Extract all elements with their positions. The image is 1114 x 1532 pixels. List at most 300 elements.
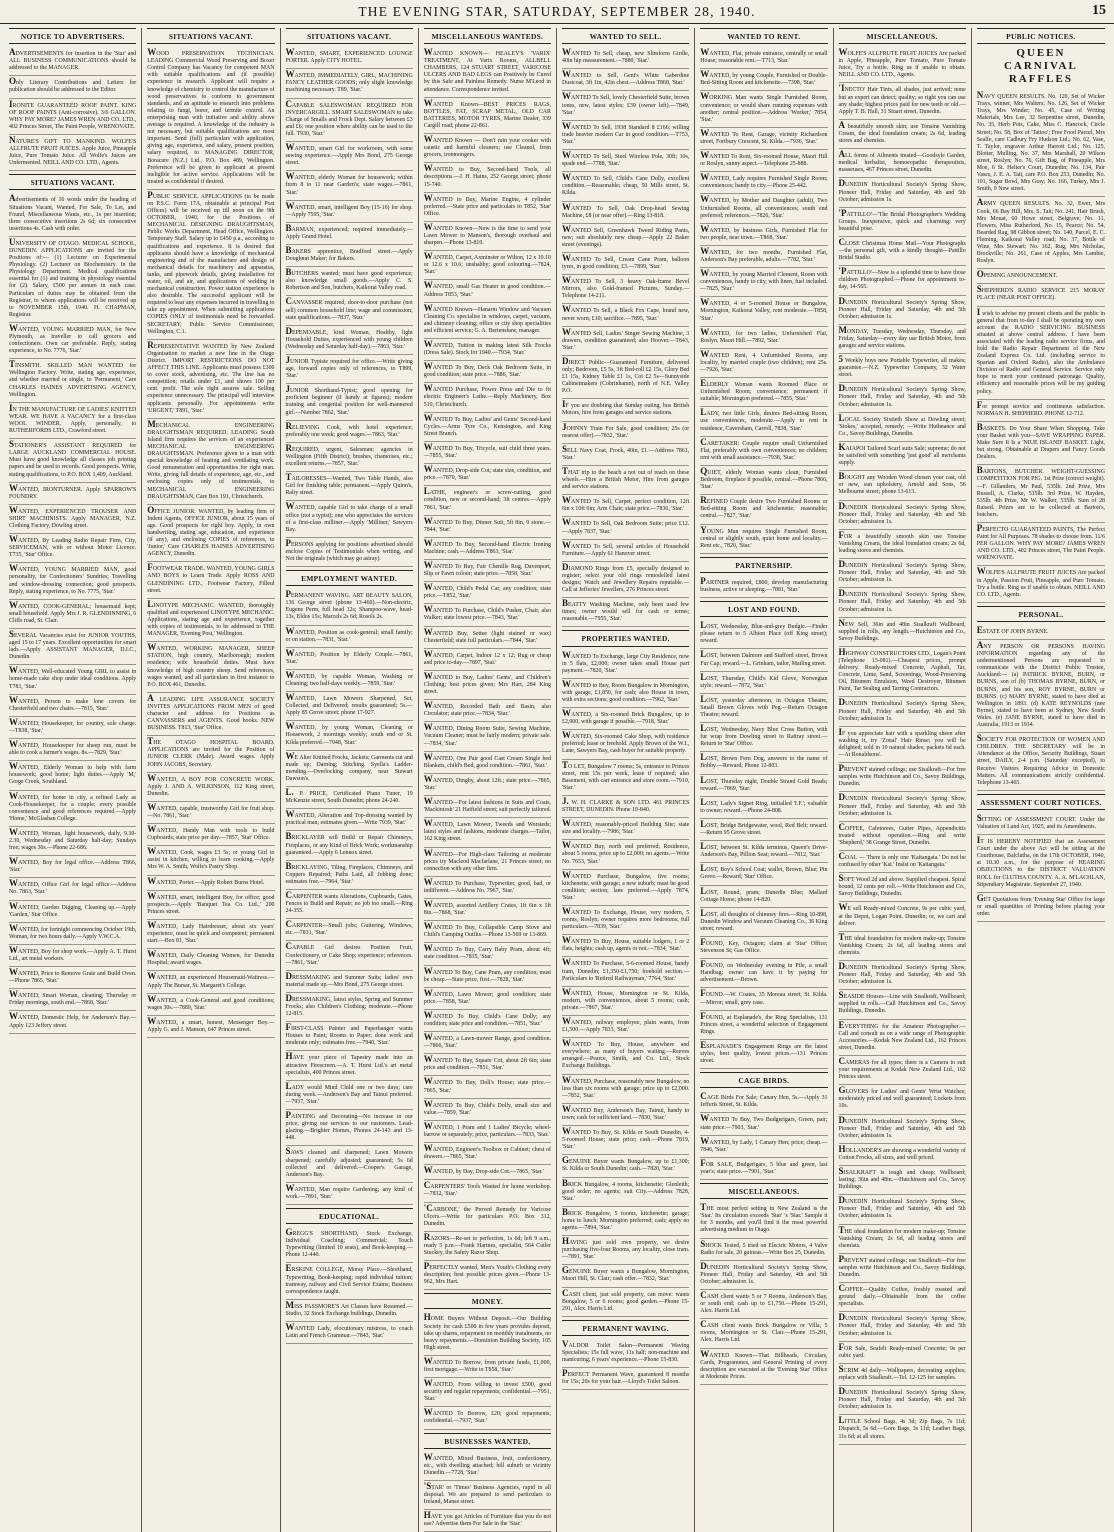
- classified-ad: OPENING ANNOUNCEMENT.: [977, 269, 1105, 284]
- classified-ad: WANTED Lady, elocutionary mistress, to coach Latin and French Grammar.—7843, 'Star.': [286, 1322, 413, 1344]
- classified-ad: DEPENDABLE, kind Woman, Healthy, light Household Duties, experienced with young children (Wednesday and Saturday half-day).—7863, 'Star.': [286, 326, 413, 355]
- classified-ad: WANTED, a Lawn-mower Range, good condition.—7866, 'Star.': [424, 1032, 551, 1054]
- classified-ad: SOCIETY FOR PROTECTION OF WOMEN AND CHILDREN. THE SECRETARY will be in Attendance at the Office, Security Buildings, Stuart street, DAILY, 2-4 p.m. (Saturday excepted), to Receive Visitors Requiring Advice in Domestic Matters. All communications strictly confidential. Telephone 13-465.: [977, 733, 1105, 791]
- classified-ad: WANTED To Sell, 1938 Standard 8 £166; willing trade heavier modern Car in good condition.—T753, 'Star.': [562, 121, 689, 150]
- classified-ad: BAKERS apprentice, Bradford street.—Apply Doughnut Maker; for Bakers.: [286, 245, 413, 267]
- classified-ad: GENUINE Buyer wants Bungalow, up to £1,300; St. Kilda or South Dunedin; cash.—7820, 'Star.': [562, 1155, 689, 1177]
- classified-ad: For prompt service and continuous satisfaction. NORMAN H. SHEPHERD. PHONE 12-712.: [977, 400, 1105, 422]
- classified-ad: DUNEDIN Horticultural Society's Spring Show, Pioneer Hall, Friday and Saturday, 4th and 5th October; admission 1s.: [839, 1115, 966, 1144]
- classified-ad: WANTED, 1 Pram and 1 Ladies' Bicycle; wheel-barrow or separately; price, particulars.—7833, 'Star.': [424, 1121, 551, 1143]
- classified-ad: CARPENTER wants Alterations, Cupboards, Gates, Fences to Build and Repair; no job too small.—Ring 24-355.: [286, 890, 413, 919]
- classified-ad: WOLFE'S ALLFRUTE FRUIT JUICES Are packed in Apple, Passion Fruit, Pineapple, and Pure Tomato. Try a bottle. Ring us if unable to obtain. NEILL AND CO. LTD., Agents.: [977, 566, 1105, 602]
- classified-ad: TINSMITH. SKILLED MAN WANTED for Wellington Factory. Write, stating age, experience, and whether married or single, to 'Permanent,' Care CHARLES HAINES ADVERTISING AGENCY, Wellington.: [9, 359, 136, 402]
- newspaper-title: THE EVENING STAR, SATURDAY, SEPTEMBER 28, 1940.: [358, 4, 756, 19]
- classified-ad: THAT trip to the beach a not out of reach on these wheels.—Hire a British Motor, Hire from garages and service stations.: [562, 466, 689, 495]
- classified-ad: WANTED, by young Woman, Cleaning or Housework, 2 mornings weekly; south end or St. Kilda preferred.—7948, 'Star.': [286, 721, 413, 750]
- classified-ad: WANTED, Handy Man with tools to build Cupboards; state price per day.—7857, 'Star' Office.: [147, 824, 274, 846]
- classified-ad: LOST, Thursday, Child's Kid Glove, Norwegian style; reward.—7872, 'Star.': [700, 672, 827, 694]
- section-heading: ASSESSMENT COURT NOTICES.: [977, 794, 1105, 810]
- classified-ad: LOST, between St. Kilda terminus, Queen's Drive-Anderson's Bay, Pillion Seat; reward.—7812, 'Star.': [700, 841, 827, 863]
- classified-ad: SELL Navy Coat, Frock, 40in, £1.—Address 7861, 'Star.': [562, 444, 689, 466]
- column-2: [142, 28, 280, 1532]
- classified-ad: WANTED, railway employee, plain wants, from £1,500.—Apply 7833, 'Star.': [562, 1016, 689, 1038]
- classified-ad: WANTED, Person to make lone covers for Chesterfield and two chairs.—7815, 'Star.': [9, 695, 136, 717]
- classified-ad: RAZORS—Re-set to perfection, 1s 6d; left 9 a.m., ready 5 p.m.—Frank Hartnes, specialist, 564 Cutler Stuckey, the Safety Razor Shop.: [424, 1232, 551, 1261]
- classified-ad: WANTED, Garden Digging, Cleaning up.—Apply 'Garden,' Star Office.: [9, 901, 136, 923]
- section-heading: WANTED TO RENT.: [700, 28, 827, 44]
- classified-ad: WANTED Known — Don't ruin your cooker with caustic and harmful cleaners; use Cleanol, from grocers, ironmongers.: [424, 134, 551, 163]
- classified-ad: WANTED, smart, intelligent Boy (15-16) for shop.—Apply 7595, 'Star.': [286, 201, 413, 223]
- section-heading: MISCELLANEOUS.: [839, 28, 966, 44]
- classified-ad: BRICKLAYING, Tiling, Fireplaces, Chimneys, and Coppers Repaired; Paths Laid, all Jobbing done; estimates free.—7964, 'Star.': [286, 861, 413, 890]
- classified-ad: WOLFE'S ALLFRUTE FRUIT JUICES Are packed in Apple, Pineapple, Pure Tomato, Pure Tomato Juice, Try a bottle. Ring us if unable to obtain. NEILL AND CO. LTD., Agents.: [839, 47, 966, 83]
- classified-ad: WANTED To Buy, Cane Pram, any condition; must be cheap.—State price, first.—7828, 'Star.': [424, 966, 551, 988]
- classified-ad: BUTCHERS wanted; must have good experience; also knowledge small goods.—Apply C. S. Robertson and Son, butchers, Kaikorai Valley road.: [286, 267, 413, 296]
- classified-ad: WANTED To Buy, Deck Oak Bedroom Suite, in good condition; state price.—7886, 'Star.': [424, 361, 551, 383]
- classified-ad: WANTED, Drop-side Cot; state size, condition, and price.—7870, 'Star.': [424, 464, 551, 486]
- classified-ad: JUNIOR Shorthand-Typist; good opening for proficient beginner (if handy at figures); modern training and congenial position for well-mannered girl.—Number 7862, 'Star.': [286, 384, 413, 420]
- classified-ad: WANTED, YOUNG MARRIED MAN, for New Plymouth, as traveller to call grocers and confectioners. Own car preferable. Reply, stating experience, to No. 7776, 'Star.': [9, 323, 136, 359]
- classified-ad: WANTED, House, Mornington or St. Kilda, modern, with conveniences, about 5 rooms; cash; private.—7867, 'Star.': [562, 987, 689, 1016]
- classified-ad: WANTED, Man require Gardening; any kind of work.—7891, 'Star.': [286, 1183, 413, 1205]
- classified-ad: MECHANICAL ENGINEERING DRAUGHTSMAN REQUIRED. LEADING South Island firm requires the services of an experienced MECHANICAL ENGINEERING DRAUGHTSMAN. Preference given to a man with special knowledge of heating and ventilating work. Good remuneration and opportunities for right man. Write, giving full details of experience, age, etc., and enclosing copies only of testimonials, to MECHANICAL ENGINEERING DRAUGHTSMAN, Care Box 191, Christchurch.: [147, 419, 274, 505]
- classified-ad: WANTED, Tuition in making latest Silk Frocks (Dress Sale). Stock for 1940.—7934, 'Star.': [424, 339, 551, 361]
- classified-ad: WANTED Buy, Settee (light stained or wax) Chesterfield; state full particulars.—7844, 'Star.': [424, 627, 551, 649]
- classified-ad: CASH client wants 5 or 7 Rooms, Anderson's Bay, or south end; cash up to £1,750.—Phone 15-291, Alex. Harris Ltd.: [700, 1290, 827, 1319]
- classified-ad: TAILORESSES—Wanted, Two Table Hands, also Girl for finishing table; permanent.—Apply Quinn's, Ralty street.: [286, 472, 413, 501]
- column-1: [4, 28, 142, 1532]
- classified-ad: DUNEDIN Horticultural Society's Spring Show, Pioneer Hall, Friday and Saturday, 4th and 5th October; admission 1s.: [839, 296, 966, 325]
- classified-ad: WANTED, elderly Woman for housework; within from 8 to 11 near Garden's; state wages.—7861, 'Star.': [286, 171, 413, 200]
- classified-ad: BOUGHT any Wooden Wood chosen your cast, old or new, sun upholstery, Arnold and Sons, 56 Melbourne street; phone 13-613.: [839, 471, 966, 500]
- classified-ad: WANTED, for fortnight commencing October 19th, Woman, for two hours daily.—Apply V.W.C.A.: [9, 923, 136, 945]
- classified-ad: A LEADING LIFE ASSURANCE SOCIETY INVITES APPLICATIONS FROM MEN of good character and address for Positions as CANVASSERS and AGENTS. Good books. NEW BUSINESS. T813, 'Star' Office.: [147, 693, 274, 736]
- classified-ad: WANTED To Buy, Ladies' and Gents' Second-hand Cycles.—Arms Tyre Co., Kensington, and King Street Branch.: [424, 413, 551, 442]
- classified-ad: WANTED to Buy, Second-hand Tools, all descriptions.—J. H. Hains, 252 George street; phone 15-740.: [424, 163, 551, 192]
- classified-ad: JUNIOR Typiste required for office.—Write giving age, forward copies only of references, to T899, 'Star.': [286, 355, 413, 384]
- classified-ad: MONDAY, Tuesday, Wednesday, Thursday, and Friday, Saturday—every day use British Motor, from garages and service stations.: [839, 325, 966, 354]
- classified-ad: WANTED To Buy, House, anywhere and everywhere; as many of buyers waiting.—Reeves arranged.—Pearce, Smith, and Co. Ltd., Stock Exchange Buildings.: [562, 1038, 689, 1074]
- classified-ad: WANTED to Sell, Gent's White Gaberdine Dustcoat, 3ft 1in, 42in chest.—Address T868, 'Star.': [562, 69, 689, 91]
- classified-ad: NAVY QUEEN RESULTS. No. 120, Set of Wicker Trays, winner, Mrs Walters; No. 126, Set of Wicker Trays, Mrs Winder; No. 45, Case of Writing Materials, Mrs Lee, 32 Serpentine street, Dunedin, No. 35, Herb Pots, Cake, Miss C. Hancock, Circle Street; No. 58, Box of 'Tattoo'; Free Food Parcel, Mrs Sealfe, care Cadbury Fry Hudson Ltd.; No. 62, Vase, T. Taylor, engraver Arthur Harrott Ltd.; No. 125, Blotter, Mulling, No. 37, Mrs Marshall, 20 Wilson street, Roslyn; No. 76, Gift Bag, of Pineapple, Mrs Moe, 6 St. Helier's Court, Dunedin; No. 134, Pair Vases, J. E. A. Tait, care P.O. Box 253, Dunedin; No. 101, Sugar Bowl, Mrs Gray; No. 166, Turkey, Mrs J. Smith, 9 New street.: [977, 90, 1105, 197]
- classified-ad: WANTED To Sell, 3 heavy Oak-frame Bevel Mirrors, also Gold-framed Pictures, Sunday.—Telephone 14-211.: [562, 275, 689, 304]
- classified-ad: WANTED, for home in city, a refined Lady as Cook-Housekeeper, for a couple; every possible convenience and good references required.—Apply 'Home,' McGlashan College.: [9, 791, 136, 827]
- classified-ad: WANTED To Rent, Garage, vicinity Richardson street, Fortbury Crescent, St. Kilda.—7936, 'Star.': [700, 128, 827, 150]
- section-heading: NOTICE TO ADVERTISERS.: [9, 28, 136, 44]
- classified-ad: WANTED, Domestic Help, for Anderson's Bay.—Apply 123 Jeffery street.: [9, 1011, 136, 1033]
- classified-ad: SOFT Wood 2d and above. Supplied cheapest. Spiral bound, 12 cents per roll.—Write Hutchinson and Co., Savoy Buildings, Dunedin.: [839, 873, 966, 902]
- classified-ad: CANVASSER required, door-to-door purchase (not sell) common household line; wage and commission; state qualifications.—7837, 'Star.': [286, 296, 413, 325]
- classified-ad: COFFEE—Quality Coffee, freshly roasted and ground daily.—Obtainable from the coffee specialists.: [839, 1283, 966, 1312]
- classified-ad: OFFICE JUNIOR. WANTED, by leading firm of Indent Agents, OFFICE JUNIOR, about 15 years of age. Good prospects for right boy. Apply, in own handwriting, stating age, education, and experience (if any), and enclosing COPIES of references, to 'Junior,' Care CHARLES HAINES ADVERTISING AGENCY, Dunedin.: [147, 505, 274, 563]
- classified-ad: WANTED, assorted Artillery Crates, 1ft 6in x 1ft 8in.—7868, 'Star.': [424, 899, 551, 921]
- classified-ad: FOUND.—W. Coates, 35 Moreau street, St. Kilda.—Mirror; small, grey case.: [700, 988, 827, 1010]
- classified-ad: WANTED, A BOY FOR CONCRETE WORK. Apply J. AND A. WILKINSON, 112 King street, Dunedin.: [147, 773, 274, 802]
- classified-ad: FOUND, Key, Octagon; claim at 'Star' Office; Stevenson St; Gas Office.: [700, 937, 827, 959]
- classified-ad: HOME Buyers Without Deposit.—Our Building Society for cash £500 in few years provides deposit, take up shares, repayment on monthly instalments, no heavy repayments.—Dominion Building Society, 105 High street.: [424, 1312, 551, 1355]
- section-heading: LOST AND FOUND.: [700, 601, 827, 617]
- classified-ad: WANTED, Housekeeper, for country, sole charge.—T838, 'Star.': [9, 717, 136, 739]
- classified-ad: WANTED, for two ladies, Unfurnished Flat, Roslyn, Maori Hill.—7892, 'Star.': [700, 327, 827, 349]
- classified-ad: IN THE MANUFACTURE OF LADIES' KNITTED WEAR. WE HAVE A VACANCY for a first-class WOOL WINDER. Apply, personally, to RUTHERFORDS LTD., Crawford street.: [9, 403, 136, 439]
- classified-ad: WANTED, by Lady, 1 Canary Hen; price; cheap.—7846, 'Star.': [700, 1136, 827, 1158]
- classified-ad: ALL forms of Ailments treated—Goodsyle Garden, medical herbalist, homoeopathic therapeutists, masseuses, 467 Princes street, Dunedin.: [839, 149, 966, 178]
- classified-ad: WANTED To Buy, Carry Baby Pram, about 4ft; state condition.—7835, 'Star.': [424, 943, 551, 965]
- classified-ad: LOST, Boy's School Coat; wallet, Brown, Blue; Pin Grove.—Reward; 'Star' Office.: [700, 863, 827, 885]
- classified-ad: LOST, Wednesday, Navy Blue Cross Button, with fur wrap from Dowling street to Rattray street.—Return to 'Star' Office.: [700, 723, 827, 752]
- carnival-banner-middle: CARNIVAL: [1003, 60, 1078, 73]
- classified-ad: LATHE, engineer's or screw-cutting, good condition, new or second-hand; 3ft centres.—Apply 7861, 'Star.': [424, 486, 551, 515]
- classified-ad: CARPENTER—Small jobs; Guttering, Windows, etc.—7831, 'Star.': [286, 919, 413, 941]
- section-heading: CAGE BIRDS.: [700, 1072, 827, 1088]
- column-6: [695, 28, 833, 1532]
- classified-ad: DUNEDIN Horticultural Society's Spring Show, Pioneer Hall, Friday and Saturday, 4th and 5th October; admission 1s.: [700, 1261, 827, 1290]
- classified-ad: WANTED Buy, Anderson's Bay, Tainui, handy to town; cash for sufficient land.—7830, 'Star.': [562, 1104, 689, 1126]
- classified-ad: WANTED, WORKING MANAGER, SHEEP STATION, high country, Marlborough; modern residence; wife household duties. Must have knowledge of high country sheep. Send references, wages wanted, and all particulars in first instance to P.O. BOX 461, Dunedin.: [147, 642, 274, 693]
- classified-ad: 'STAR' or 'Times' Business Agencies, rapid in all disposal. We are prepared to send particulars to Ireland, Manse street.: [424, 1481, 551, 1510]
- classified-ad: WANTED, Cook, wages £3 5s; or young Girl to assist in kitchen, willing to learn cooking.—Apply Mrs W. A. Smith, Wolfe's Pastry Shop.: [147, 846, 274, 875]
- classified-ad: NEW Sell, 36in and 48in Sisalkraft Wallboard, supplied in rolls, any length.—Hutchinson and Co., Savoy Buildings.: [839, 618, 966, 647]
- section-heading: SITUATIONS VACANT.: [9, 174, 136, 190]
- classified-ad: BARMAN, experienced; required immediately.—Apply Grand Hotel.: [286, 223, 413, 245]
- classified-ad: WANTED—For High-class Tailoring at moderate prices try Macleod Macfarlane, 21 Princes street; no connection with any other firm.: [424, 848, 551, 877]
- section-heading: EDUCATIONAL.: [286, 1208, 413, 1224]
- classified-ad: LOST, Wednesday, Blue-and-grey Budgie.—Finder please return to 5 Albion Place (off King street); reward.: [700, 620, 827, 649]
- classified-ad: WANTED, an experienced Housemaid-Waitress.—Apply The Bursar, St. Margaret's College.: [147, 971, 274, 993]
- classified-ad: WANTED To Sell, lovely Chesterfield Suite, brown tones, new, latest styles; £39 (owner left).—7849, 'Star.': [562, 91, 689, 120]
- classified-ad: WANTED, Dinghy, about 12ft.; state price.—7865, 'Star.': [424, 774, 551, 796]
- classified-ad: LOST, yesterday afternoon, in Octagon Theatre, Small Brown Gloves with Peg.—Return Octagon Theatre; reward.: [700, 694, 827, 723]
- classified-ad: BEATTY Washing Machine, only been used few times; owner would sell for cash or terms; reasonable.—7955, 'Star.': [562, 598, 689, 627]
- classified-ad: WANTED To Buy, Tricycle, suit child three years.—7855, 'Star.': [424, 442, 551, 464]
- classified-ad: WANTED To Sell, Carpet, perfect condition, 12ft 6in x 10ft 6in; Arm Chair; state price.—7836, 'Star.': [562, 495, 689, 517]
- classified-ad: WANTED, by young Couple, Furnished or Double-Bed-Sitting Room and kitchenette.—7398, 'Star.': [700, 69, 827, 91]
- classified-ad: DUNEDIN Horticultural Society's Spring Show, Pioneer Hall, Friday and Saturday, 4th and 5th October; admission 1s.: [839, 1195, 966, 1224]
- section-heading: PROPERTIES WANTED.: [562, 630, 689, 646]
- classified-ad: WANTED, Lady requires Furnished Single Room; conveniences; handy to city.—Phone 25-442.: [700, 172, 827, 194]
- classified-ad: WANTED To Buy, Collapsible Camp Stove and Child's Camping Outfits.—Phone 13-569 or 13-869.: [424, 921, 551, 943]
- classified-ad: CAPABLE SALESWOMAN REQUIRED FOR INVERCARGILL. SMART SALESWOMAN to take Charge of Smalls and Frock Dept. Salary between £3 and £6; one position where ability can be used to the full. T930, 'Star.': [286, 99, 413, 142]
- classified-ad: WANTED, reasonably-priced Building Site; state size and locality.—7986, 'Star.': [562, 818, 689, 840]
- classified-ad: WANTED To Buy, Second-hand Electric Ironing Machine; cash.—Address T863, 'Star.': [424, 538, 551, 560]
- classified-ad: WANTED To Buy, Doll's House; state price.—7865, 'Star.': [424, 1076, 551, 1098]
- classified-ad: FOUND, at Esplanade's, the Ring Specialists, 131 Princes street, a wonderful selection of Engagement Rings.: [700, 1011, 827, 1040]
- classified-ad: SHEPHERD'S RADIO SERVICE 215 MORAY PLACE (NEAR POST OFFICE).: [977, 284, 1105, 306]
- classified-ad: SHOCK Tested, 5 tried on Electric Motors, 4 Valve Radio for sale, 20 guineas.—Write Box 25, Dunedin.: [700, 1239, 827, 1261]
- classified-ad: WANTED to Buy, Marine Engine, 4 cylinder preferred.—State price and particulars to T852, 'Star' Office.: [424, 193, 551, 222]
- classified-ad: DRESSMAKING, latest styles, Spring and Summer Frocks; also Children's Clothing; moderate.—Phone 12-815.: [286, 993, 413, 1022]
- classified-ad: SCRIM 4d daily—Wallpapers, decorating supplies; replace with Sisalkraft.—Tel. 12-125 for samples.: [839, 1364, 966, 1386]
- classified-ad: WANTED, YOUNG MARRIED MAN, good personality, for Confectioners' Sundries; Travelling and window-dressing connection; good prospects. Reply, stating experience, to No. 7775, 'Star.': [9, 563, 136, 599]
- classified-ad: WANTED To Purchase, Child's Pusher, Chair, also Walker; state lowest price.—7843, 'Star.': [424, 604, 551, 626]
- classified-ad: LOST, Bridge Bridgewater, wool, Red Belt; reward.—Return 95 Grove street.: [700, 819, 827, 841]
- classified-ad: LOST, between Dalmore and Stafford street, Brown Fur Cap; reward.—L. Grinham, tailor, Mailing street.: [700, 649, 827, 671]
- classified-ad: WANTED To Sell, Oak Drop-head Sewing Machine, £8 (or near offer).—Ring 13-818.: [562, 202, 689, 224]
- classified-ad: BARTONS, BUTCHER. WEIGHT-GUESSING COMPETITION FOR PIG. 1st Prize (correct weight).—F. Gillanders, Mr Paul, 535lb. 2nd Prize, Mrs Russell, A. Clarke, 535lb. 3rd Prize, W. Hayden, 535lb. 4th Prize, Mr W. Walker, 535lb. Sum of 28 Raised. Prizes are to be collected at Barton's, butchers.: [977, 465, 1105, 523]
- classified-ad: DUNEDIN Horticultural Society's Spring Show, Pioneer Hall, Friday and Saturday, 4th and 5th October; admission 1s.: [839, 178, 966, 207]
- section-heading: MISCELLANEOUS.: [700, 1183, 827, 1199]
- classified-ad: WANTED To Buy, House, suitable lodgers, 1 or 2 flats, heights; cash up, agents or not.—7834, 'Star.': [562, 935, 689, 957]
- classified-ad: WANTED To Sell, Steel Wireless Pole, 30ft; 10s, spade end.—7788, 'Star.': [562, 150, 689, 172]
- classified-ad: WANTED, Purchase, reasonably new Bungalow, no less than six rooms with garage; price up to £2,000.—7832, 'Star.': [562, 1075, 689, 1104]
- classified-ad: WANTED, Elderly Woman to help with farm housework; good home; light duties.—Apply 'M,' Gorge Creek, Southland.: [9, 761, 136, 790]
- classified-ad: WANTED, Recorded Bath and Basin, also Circulator; state price.—7834, 'Star.': [424, 700, 551, 722]
- section-heading: EMPLOYMENT WANTED.: [286, 570, 413, 586]
- classified-ad: WANTED, Office Girl for legal office.—Address No. 7863, 'Star.': [9, 878, 136, 900]
- classified-ad: WANTED, IMMEDIATELY, GIRL, MACHINING FANCY LEATHER GOODS; only slight knowledge machining necessary. T89, 'Star.': [286, 69, 413, 98]
- classified-ad: JOHNNY Train For Sale, good condition; 25s (or nearest offer).—7832, 'Star.': [562, 422, 689, 444]
- classified-ad: 'PATTILLO'—Now is a splendid time to have those children Photographed.—Phone for appointment to-day, 14-565.: [839, 266, 966, 295]
- classified-ad: A beautifully smooth skin; use Tonsine Vanishing Cream, the ideal foundation cream; 2s 6d, leading stores and chemists.: [839, 120, 966, 149]
- classified-ad: WANTED, Lawn Mower; good condition; state price.—7858, 'Star.': [424, 988, 551, 1010]
- classified-ad: PERFECTO GUARANTEED PAINTS, The Perfect Paint for All Purposes. 78 shades to choose from. 11/6 PER GALLON. WHY PAY MORE? JAMES WREN AND CO. LTD., 402 Princes street, The Paint People. WRENOVATE.: [977, 523, 1105, 566]
- classified-ad: WANTED To Sell, cheap, new Slimform Girdle, 40in hip measurement.—7880, 'Star.': [562, 47, 689, 69]
- classified-ad: WANTED To Buy, Child's Cane Dolly; any condition; state price and condition.—7851, 'Star.': [424, 1010, 551, 1032]
- classified-ad: WANTED, a smart, honest, Messenger Boy.—Apply G. and J. Manson, 647 Princes street.: [147, 1016, 274, 1038]
- classified-ad: CAPABLE Girl desires Position Fruit, Confectionery, or Cake Shop; experience; references.—7861, 'Star.': [286, 941, 413, 970]
- classified-ad: GET Quotations from 'Evening Star' Office for large or small quantities of Printing before placing your order.: [977, 893, 1105, 922]
- classified-ad: IT IS HEREBY NOTIFIED that an Assessment Court under the above Act will be sitting at the Courthouse, Balclutha, on the 17th OCTOBER, 1940, at 10.30 a.m., for the purpose of HEARING OBJECTIONS to the DISTRICT VALUATION ROLL for CLUTHA COUNTY. A. A. M'LACHLAN, Stipendiary Magistrate. September 27, 1940.: [977, 835, 1105, 893]
- classified-ad: WANTED Rent, 4 Unfurnished Rooms, any locality, by married couple (two children); rent 25s.—7926, 'Star.': [700, 349, 827, 378]
- classified-ad: DUNEDIN Horticultural Society's Spring Show, Pioneer Hall, Friday and Saturday, 4th and 5th October; admission 1s.: [839, 697, 966, 726]
- classified-ad: WANTED Sell, Ladies' Singer Sewing Machine, 3 drawers, condition guaranteed; also Hoover.—T843, 'Star.': [562, 327, 689, 356]
- classified-ad: WANTED, Flat, private entrance, centrally or small House; reasonable rent.—T713, 'Star.': [700, 47, 827, 69]
- classified-ad: WANTED To Exchange, large City Residence, now in 5 flats, £2,000; owner takes small House part payment.—7820, 'Star.': [562, 650, 689, 679]
- classified-ad: PERFECTLY wanted, Men's Youth's Clothing every description; best possible prices given.—Phone 13-962, Mrs Hart.: [424, 1261, 551, 1290]
- classified-ad: DUNEDIN Horticultural Society's Spring Show, Pioneer Hall, Friday and Saturday, 4th and 5th October; admission 1s.: [839, 559, 966, 588]
- classified-ad: GREGG'S SHORTHAND, Stock Exchange, Individual Coaching; Commercial; Touch Typewriting (limited 10 seats), and Book-keeping.—Phone 12-440.: [286, 1227, 413, 1263]
- classified-ad: PUBLIC SERVICE. APPLICATIONS (to be made on P.S.C. Form 17A, obtainable at principal Post Offices) will be received up till noon on the 9th OCTOBER, 1940, for the Positions of MECHANICAL DESIGNING DRAUGHTSMAN, Public Works Department, Head Office, Wellington. Temporary Staff. Salary up to £450 p.a., according to qualifications and experience. It is desired that applicants should have a knowledge of mechanical engineering and of the manufacture and design of mechanical details for machinery and apparatus, tanks, and pipework details, giving installation for water, oil, and air, and applications of welding in mechanical construction. Power station experience is also desirable. The successful applicant will be required to bear any expenses incurred in travelling to take up appointment. When submitting applications COPIES ONLY of testimonials need be forwarded. SECRETARY, Public Service Commissioner, Wellington, C.1.: [147, 190, 274, 340]
- classified-ad: HIGHWAY CONSTRUCTORS LTD., Logan's Point (Telephone 13-081).—Cheapest prices, prompt delivery. Ready-mixed Concrete, Asphalt, Tar, Concrete, Lime, Sand, Screenings, Wood-Preserving Oil, Bitumen Emulsion, Weed Destroyer, Bitumen Paint, Tar Sealing and Tarring Contractors.: [839, 647, 966, 698]
- classified-ad: BRICK Bungalow, 4 rooms, kitchenette; Glenleith; good order; no agents; suit City.—Address 7828, 'Star.': [562, 1178, 689, 1207]
- classified-ad: WANTED, by Day, Drop-side Cot.—7865, 'Star.': [424, 1165, 551, 1180]
- classified-ad: TO LET, Bungalow 7 rooms; 5s, entrance to Princes street, rent 15s per week, lease if required; also Basement, with cart entrance and store room.—7910, 'Star.': [562, 760, 689, 796]
- classified-ad: THE most perfect setting in New Zealand is the 'Star.' Its circulation exceeds 'Star' 's 'Star.' Sample it for 3 months, and you'll find it the most powerful advertising medium in Otago.: [700, 1202, 827, 1238]
- classified-ad: THE ideal foundation for modern make-up; Tonsine Vanishing Cream; 2s 6d, all leading stores and chemists.: [839, 932, 966, 961]
- classified-ad: L. P. PRICE, Certificated Piano Tuner, 19 McKenzie street, South Dunedin; phone 24-240.: [286, 787, 413, 809]
- classified-ad: ELDERLY Woman wants Roomed Place or Unfurnished Room; convenience; permanent if suitable; Mornington preferred.—7855, 'Star.': [700, 378, 827, 407]
- classified-ad: WANTED To Borrow, £20; good repayments; confidential.—7937, 'Star.': [424, 1407, 551, 1429]
- classified-ad: PREVENT stained ceilings; use Sisalkraft—For free samples write Hutchinson and Co., Savoy Buildings, Dunedin.: [839, 1254, 966, 1283]
- classified-ad: WANTED To Sell, a Black Fox Cape, brand new, never worn; £10; sacrifice.—7895, 'Star.': [562, 304, 689, 326]
- section-heading: PARTNERSHIP.: [700, 557, 827, 573]
- classified-ad: FOR SALE, Budgerigars, 5 blue and green, last year's; state price.—7901, 'Star.': [700, 1158, 827, 1180]
- classified-ad: DUNEDIN Horticultural Society's Spring Show, Pioneer Hall, Friday and Saturday, 4th and 5th October; admission 1s.: [839, 588, 966, 617]
- page-number: 15: [1092, 3, 1106, 18]
- classified-ad: WORKING Man wants Single Furnished Room, convenience; or would share running expenses with another; central position.—Address 'Worker,' 7854, 'Star.': [700, 91, 827, 127]
- classified-ad: WANTED, Carpet, Indoor 12 x 12; Rug or cheap and price to-day.—7897, 'Star.': [424, 649, 551, 671]
- classified-ad: NATURE'S GIFT TO MANKIND. WOLFE'S ALLFRUTE FRUIT JUICES. Apple Juice, Pineapple Juice, Pure Tomato Juice. All Wolfe's Juices are Unfermented. NEILL AND CO. LTD., Agents.: [9, 135, 136, 171]
- classified-ad: WANTED, Alteration and Top-dressing wanted by practical man; estimates given.—Write 7939, 'Star.': [286, 809, 413, 831]
- classified-ad: FOOTWEAR TRADE. WANTED, YOUNG GIRLS AND BOYS to Learn Trade. Apply ROSS AND GLENDINING LTD., Footwear Factory, Filleul street.: [147, 562, 274, 598]
- classified-ad: WANTED, SMART, EXPERIENCED LOUNGE PORTER. Apply CITY HOTEL.: [286, 47, 413, 69]
- classified-ad: GLOVERS for Ladies' and Gents' Wrist Watches; moderately priced and well guaranteed; Lockets from 10s.: [839, 1085, 966, 1114]
- classified-ad: WANTED, smart Girl for workroom, with some sewing experience.—Apply Mrs Bond, 275 George street.: [286, 142, 413, 171]
- classified-ad: WANTED, a Six-roomed Brick Bungalow, up to £2,000, with garage if possible.—7918, 'Star.': [562, 708, 689, 730]
- classified-ad: THE OTAGO HOSPITAL BOARD. APPLICATIONS are invited for the Position of JUNIOR CLERK (Male). Award wages. Apply JOHN JACOBS, Secretary.: [147, 736, 274, 772]
- classified-ad: CAGE Birds For Sale; Canary Hen, 5s.—Apply 31 Jefferis Street, St. Kilda.: [700, 1091, 827, 1113]
- classified-ad: HAVE your piece of Tapestry made into an attractive Firescreen.—A. T. Hurst Ltd.'s art metal specialists, 400 Princes street.: [286, 1051, 413, 1080]
- classified-ad: CARETAKER: Couple require small Unfurnished Flat, preferably with own conveniences; no children; rent with small assistance.—7938, 'Star.': [700, 437, 827, 466]
- classified-ad: 5 Weekly buys new Portable Typewriter, all makes; guarantee.—N.Z. Typewriter Company, 32 Water street.: [839, 354, 966, 383]
- classified-ad: PREVENT stained ceilings; use Sisalkraft—For free samples write Hutchinson and Co., Savoy Buildings, Dunedin.: [839, 763, 966, 792]
- classified-ad: BRICK Bungalow, 5 rooms, kitchenette; garage; home to lunch; Mornington preferred; cash; apply no agents.—7894, 'Star.': [562, 1207, 689, 1236]
- classified-ad: WANTED, Lady Hairdresser, about six years' experience, must be quick and competent; permanent start.—Box 81, 'Star.': [147, 920, 274, 949]
- classified-ad: WANTED, a Cook-General and good conditions; wages 30s.—7889, 'Star.': [147, 994, 274, 1016]
- column-3: [281, 28, 419, 1532]
- classified-ad: DUNEDIN Horticultural Society's Spring Show, Pioneer Hall, Friday and Saturday, 4th and 5th October; admission 1s.: [839, 383, 966, 412]
- section-heading: WANTED TO SELL.: [562, 28, 689, 44]
- classified-ad: MISS PASSMORE'S Art Classes have Resumed.—Studio, 32 Stock Exchange buildings, Dunedin.: [286, 1300, 413, 1322]
- classified-ad: WANTED Purchase, Bungalow, five rooms; kitchenette, with garage; a new suburb; must be good condition; section; lane preferred.—Apply 7874, 'Star.': [562, 870, 689, 906]
- classified-ad: CARPENTERS' Tools Wanted for home workshop.—7832, 'Star.': [424, 1180, 551, 1202]
- classified-ad: SEASIDE Houses—Line with Sisalkraft, Wallboard; supplied in rolls.—Call Hutchinson and Co., Savoy Buildings, Dunedin.: [839, 990, 966, 1019]
- classified-ad: WANTED, IRONTURNER. Apply SPARROW'S FOUNDRY.: [9, 483, 136, 505]
- classified-ad: VALDOR Toilet Salon—Permanent Waving Specialists; 15s full wave, 11s half; non-machine and manicuring; 6 years' experience.—Phone 15-830.: [562, 1339, 689, 1368]
- classified-ad: WANTED, Boy for legal office.—Address T866, 'Star.': [9, 856, 136, 878]
- classified-ad: CASH client, just sold property, can move: wants Bungalow, 5 or 6 rooms; good garden.—Phone 15-291, Alex. Harris Ltd.: [562, 1288, 689, 1317]
- classified-ad: FOR a beautifully smooth skin use Tonsine Vanishing Cream, the ideal foundation cream; 2s 6d, leading stores and chemists.: [839, 530, 966, 559]
- classified-ad: WANTED To Buy, St. Kilda or South Dunedin, 4-5-roomed House; state price; cash.—Phone 7819, 'Star.': [562, 1126, 689, 1155]
- classified-ad: QUIET, elderly Woman wants clean, Furnished Bedroom, fireplace if possible, central.—Phone 7866, 'Star.': [700, 466, 827, 495]
- classified-ad: WANTED, 4 or 5-roomed House or Bungalow, Mornington, Kaikorai Valley, rent moderate.—T858, 'Star.': [700, 297, 827, 326]
- classified-ad: WANTED To Buy, Child's Dolly, small size and value.—7859, 'Star.': [424, 1099, 551, 1121]
- classified-ad: WANTED KNOWN— HEALEY'S 'VARIX' TREATMENT, At Varix Rooms, ALLBELL CHAMBERS, 124 STUART STREET, VARICOSE ULCERS AND BAD LEGS can Positively be Cured by this Safe and Painless Remedy. Nurse M'Leod in attendance. Correspondence invited.: [424, 47, 551, 98]
- classified-ad: SITTING OF ASSESSMENT COURT. Under the Valuation of Land Act, 1925, and its Amendments.: [977, 813, 1105, 835]
- classified-ad: BRICKLAYER will Build or Repair Chimneys, Fireplaces, or any Kind of Brick Work; workmanship guaranteed.—Apply 6 Lennox street.: [286, 831, 413, 860]
- classified-ad: WANTED To Purchase, 5-6-roomed House, handy tram, Dunedin; £1,350-£1,750; freehold section.—Particulars to 'Retired Railwayman,' 7764, 'Star.': [562, 957, 689, 986]
- section-heading: PERMANENT WAVING.: [562, 1320, 689, 1336]
- classified-ad: WANTED To Purchase, Typewriter, good, bad, or indifferent.—Address No. 7967, 'Star.': [424, 877, 551, 899]
- classified-ad: LADY, two little Girls, desires Bed-sitting Room, use conveniences, moderate.—Apply to rent in residence, Caversham, Carroll, 7838, 'Star.': [700, 407, 827, 436]
- classified-ad: WANTED, by young Married Clement, Room with conveniences, handy to city, with linen, fuel included.—7825, 'Star.': [700, 268, 827, 297]
- classified-ad: WANTED Buy, north end preferred; Residence, about 5 rooms, price up to £2,000; no agents.—Write No. 7653, 'Star.': [562, 840, 689, 869]
- classified-ad: PERFECT Permanent Wave, guaranteed 8 months for 15s; 20s for your hair.—Lloyd's Toilet Saloon.: [562, 1368, 689, 1390]
- classified-ad: ARMY QUEEN RESULTS. No. 32, Ewer, Mrs Cook, 66 Bay Hill, Mrs. S. Tait; No. 241, Hair Brush, Mrs Mouat, 60 Howe street, Belgrave; No. 11, Flowers, Miss Rutherford, No. 15, Pearce; No. 54, Bearded Rag, 98 Gibbon street; No. 140, Parcel, E. C. Fleming, Kaikorai Valley road; No. 37, Bottle of Wine, Mrs Stewart; No. 162, Rug, Mrs Nicholas, Brockville; No. 261, Case of Apples, Mrs Lambie, Roslyn.: [977, 197, 1105, 269]
- column-8: [972, 28, 1110, 1532]
- classified-ad: LOST, Lady's Signet Ring, initialled 'I.F.'; valuable to owner; reward.—Phone 24-808.: [700, 797, 827, 819]
- classified-ad: WOOD PRESERVATION TECHNICIAN. LEADING Commercial Wood Preserving and Boxer Control Company has Vacancy for competent MAN with suitable qualifications and (if possible) experience in research. Applicant will require a knowledge of chemistry to control the manufacture of wood preservatives to conform to government standards, and an aptitude to research into problems relating to fungi, borer, and termite control. An enterprising man with initiative and ability above average is required. A knowledge of the industry is not necessary, but suitable qualifications are most important. Send (full) particulars with application, giving age, experience, and salary, present position, salary required, to MANAGING DIRECTOR, Boracure (N.Z.) Ltd., P.O. Box 489, Wellington. Preference will be given to applicant at present ineligible for active service. Applications will be treated as confidential if desired.: [147, 47, 274, 190]
- classified-ad: WANTED To Buy, Dinner Suit, 5ft 8in, 9 stone.—7844, 'Star.': [424, 516, 551, 538]
- classified-ad: WANTED To Buy, Square Cot, about 2ft 6in; state price and condition.—7851, 'Star.': [424, 1054, 551, 1076]
- classified-ad: PAINTING and Decorating—No increase in our price; giving our services to our customers. Lead-glazing.—Brighter Homes, Phones 24-143 and 13-448.: [286, 1110, 413, 1146]
- classified-ad: REFINED Couple desire Two Furnished Rooms or Bed-sitting Room and kitchenette; reasonable; central.—7827, 'Star.': [700, 495, 827, 524]
- classified-ad: IF you appreciate hair with a sparkling sheen after washing it, try 'Zonal' Hair Rinse; you will be delighted; sold in 10 natural shades; packets 6d each.—At Ronaldsons'.: [839, 727, 966, 763]
- classified-ad: WANTED, Woman, light housework, daily, 9.30-2.30, Wednesday and Saturday half-day; Sundays free; wages 30s.—Phone 22-686.: [9, 827, 136, 856]
- classified-ad: LITTLE School Bags, 4s 3d; Zip Bags, 7s 11d; Dispatch, 5s 6d.—Gore Bags, 3s 11d; Leather Bags, 11s 6d; at all stores.: [839, 1415, 966, 1444]
- classified-ad: LOST, Thursday night, Double Strand Gold Beads; reward.—7869, 'Star.': [700, 775, 827, 797]
- classified-ad: WANTED Sell, Greenhawk Tweed Riding Pants, new; suit absolutely new cheap.—Apply 22 Baker street (evenings).: [562, 224, 689, 253]
- classified-ad: WANTED Known—Now is the time to send your Lawn Mower to Manson's, thorough overhaul and sharpen.—Phone 13-810.: [424, 222, 551, 251]
- classified-ad: WANTED, Position as cook-general; small family; or on station.—7831, 'Star.': [286, 626, 413, 648]
- classified-ad: PERSONS applying for positions advertised should enclose Copies of Testimonials when writing, and Not the originals (which may go astray).: [286, 538, 413, 567]
- classified-ad: LADY would Mind Child one or two days; care during week.—Anderson's Bay and Tainui preferred.—7937, 'Star.': [286, 1081, 413, 1110]
- classified-ad: WANTED, Carpet, Axminster or Wilton, 12 x 10.10 or 12.6 x 10.6; unshabby; good colouring.—7824, 'Star.': [424, 251, 551, 280]
- carnival-banner-top: QUEEN: [1016, 47, 1066, 60]
- classified-ad: COFFEE, Cafetorees, Gutter Pipes, Appendicitis treated without operation.—Ring and write 'Shepherd,' 38 Grange Street, Dunedin.: [839, 822, 966, 851]
- classified-ad: UNIVERSITY OF OTAGO. MEDICAL SCHOOL, DUNEDIN. APPLICATIONS are invited for the Positions of:— (1) Lecturer on Experimental Physiology. (2) Lecturer on Biochemistry. In the Physiology Department. Medical qualifications essential for (1) and training in physiology essential for (2). Salary, £500 per annum in each case. Particulars of duties may be obtained from the Registrar, to whom applications will be received up to NOVEMBER 15th, 1940. H. CHAPMAN, Registrar.: [9, 237, 136, 323]
- classified-ad: DIAMOND Rings from £5, specially designed to register; select your old rings remodelled latest designs; Watch and Jewellery Repairs reputable.—Call at Jefferies' Jewellers, 276 Princes street.: [562, 562, 689, 598]
- classified-ad: STATIONER'S ASSISTANT REQUIRED for LARGE AUCKLAND COMMERCIAL HOUSE. Must have good knowledge all classes job printing papers and be used to records. Good prospects. Write, stating qualifications, to P.O. BOX 1,409, Auckland.: [9, 439, 136, 482]
- classified-ad: CASH client wants Brick Bungalow or Villa, 5 rooms, Mornington or St. Clair.—Phone 15-291, Alex. Harris Ltd.: [700, 1319, 827, 1348]
- section-heading: SITUATIONS VACANT.: [286, 28, 413, 44]
- classified-ad: PARTNER required, £800, develop manufacturing business, active or sleeping.—7881, 'Star.': [700, 576, 827, 598]
- classified-ad: WANTED, Porter.—Apply Robert Burns Hotel.: [147, 876, 274, 891]
- classified-ad: COAL — There is only one 'Kaitangata.' Do not be confused by other 'Kai.' Insist on 'Kaitangata.': [839, 851, 966, 873]
- classified-ad: SEVERAL Vacancies exist for JUNIOR YOUTHS, aged 15 to 17 years. Excellent opportunities for smart lads.—Apply ASSISTANT MANAGER, D.I.C., Dunedin.: [9, 629, 136, 665]
- classified-ad: WANTED To Borrow, from private funds, £1,000, first mortgage.—Write to T858, 'Star.': [424, 1356, 551, 1378]
- classified-ad: HAVE you got Articles of Furniture that you do not use? Advertise them For Sale in the 'Star.': [424, 1510, 551, 1532]
- classified-ad: J. W. H. CLARKE & SON LTD. 461 PRINCES STREET, DUNEDIN. Phone 10-840.: [562, 796, 689, 818]
- classified-ad: LOST, Round, pram; Dunedin Blue; Mallard Cottage Home; phone 14-820.: [700, 886, 827, 908]
- classified-ad: DUNEDIN Horticultural Society's Spring Show, Pioneer Hall, Friday and Saturday, 4th and 5th October; admission 1s.: [839, 501, 966, 530]
- classified-ad: WANTED, by Mother and Daughter (adult), Two Unfurnished Rooms, all conveniences; south end preferred; references.—7826, 'Star.': [700, 194, 827, 223]
- masthead: [0, 0, 1114, 24]
- classified-ad: FOUND, on Wednesday evening in Pile, a small Handbag; owner can have it by paying for advertisement.—Brown.: [700, 959, 827, 988]
- classified-ad: I wish to advise my present clients and the public in general that from to-day I shall be operating my own account the RADIO SERVICING BUSINESS situated at above central address. I have been associated with the leading radio service firms, and hold the Radio Repair Department of the New Zealand Express Co. Ltd. (including service to Spartan and Oxford Radio), also the Ambulance Division of Radio and General Service. Service only hope to merit your continued patronage. Quality, efficiency and reasonable prices will be my guiding policy.: [977, 307, 1105, 400]
- column-4: [419, 28, 557, 1532]
- classified-ad: WANTED To Sell, Cream Cane Pram, balloon tyres, in good condition; £3.—7899, 'Star.': [562, 253, 689, 275]
- classified-ad: SISALKRAFT is tough and cheap; Wallboard; lasting; 36in and 48in.—Hutchinson and Co., Savoy Buildings.: [839, 1166, 966, 1195]
- classified-ad: LOST, Brown Fern Dog, answers to the name of Bobby.—Reward; Phone 12-803.: [700, 752, 827, 774]
- classified-ad: WANTED to Buy, Room Bungalow in Mornington, with garage, £1,850, for cash; also House in town, with extra sections; good condition.—7962, 'Star.': [562, 679, 689, 708]
- classified-ad: WANTED to Buy, Ladies' Gents', and Children's Clothing; best prices given; Mrs Hart, 284 King street.: [424, 671, 551, 700]
- classified-ad: WANTED, Child's Pedal Car, any condition; state price.—T852, 'Star.': [424, 582, 551, 604]
- classified-ad: WANTED Known—That Billheads, Circulars, Cards, Programmes, and General Printing of every description are executed at the 'Evening Star' Office at Moderate Prices.: [700, 1349, 827, 1385]
- classified-ad: LOCAL Society Sixtieth Show at Dowling street; 'Stokes,' accepted, remedy; —Write Huthnance and Co., Savoy Buildings, Dunedin.: [839, 413, 966, 442]
- classified-ad: IRONITE GUARANTEED ROOF PAINT. KING OF ROOF PAINTS (Anti-corrosive). 3/6 GALLON. WHY PAY MORE? JAMES WREN AND CO. LTD., 402 Princes Street, The Paint People, WRENOVATE.: [9, 99, 136, 135]
- classified-ad: WANTED, smart, intelligent Boy, for office; good prospects.—Apply 'Banquet Tea Co. Ltd.,' 200 Princes street.: [147, 891, 274, 920]
- classified-ad: IF you are doubting that Sunday outing, bus British Motors, hire from garages and service stations.: [562, 399, 689, 421]
- classified-ad: DUNEDIN Horticultural Society's Spring Show, Pioneer Hall, Friday and Saturday, 4th and 5th October; admission 1s.: [839, 961, 966, 990]
- classified-ad: REPRESENTATIVE WANTED by New Zealand Organisation to market a new line in the Otago District. IMPORT RESTRICTIONS DO NOT AFFECT THIS LINE. Applicants must possess £300 to cover stock, advertising, etc. The line has no competition; retails under £1, and shows 100 per cent. profit. The sole right assures sale. Selling experience unnecessary. The principal will interview applicants personally. For appointments write 'URGENT,' T891, 'Star.': [147, 340, 274, 419]
- classified-ad: WANTED, Boy for shop work.—Apply A. T. Hurst Ltd., art metal workers.: [9, 945, 136, 967]
- classified-ad: DUNEDIN Horticultural Society's Spring Show, Pioneer Hall, Friday and Saturday, 4th and 5th October; admission 1s.: [839, 1312, 966, 1341]
- classified-ad: WANTED, Price to Remove Grate and Build Oven.—Phone 7865, 'Star.': [9, 967, 136, 989]
- classified-ad: FIRST-CLASS Painter and Paperhanger wants Houses to Paint; Rooms to Paper; done work and moderate only; estimates free.—7940, 'Star.': [286, 1022, 413, 1051]
- section-heading: MONEY.: [424, 1293, 551, 1309]
- classified-ad: CAMERAS for all types; there is a Camera to suit your requirements at Kodak New Zealand Ltd., 162 Princes street.: [839, 1056, 966, 1085]
- classified-ad: WANTED To Buy, Two Budgerigars, Green, pair; state price.—7903, 'Star.': [700, 1113, 827, 1135]
- classified-ad: ESTATE OF JOHN BYRNE.: [977, 625, 1105, 640]
- carnival-banner-bottom: RAFFLES: [1008, 73, 1073, 86]
- classified-ad: WANTED, EXPERIENCED TROUSER AND SHIRT MACHINISTS. Apply MANAGER, N.Z. Clothing Factory, Dowling street.: [9, 505, 136, 534]
- classified-ad: 'CARBONE,' the Proved Remedy for Varicose Ulcers.—Write for particulars P.O. Box 312, Dunedin.: [424, 1203, 551, 1232]
- section-heading: BUSINESSES WANTED.: [424, 1433, 551, 1449]
- classified-ad: WANTED To Buy, Fair Chenille Rug, Davenport, Slip or Fawn colour; state price.—7858, 'Star.': [424, 560, 551, 582]
- classified-ad: DUNEDIN Horticultural Society's Spring Show, Pioneer Hall, Friday and Saturday, 4th and 5th October; admission 1s.: [839, 792, 966, 821]
- classified-ad: ANY PERSON OR PERSONS HAVING INFORMATION regarding any of the undermentioned Persons are requested to communicate with the District Public Trustee, Auckland:— (a) PATRICK BYRNE, BURN, or BURNS, son of (b) THOMAS BYRNE, BURN, or BURNS, and his son, ROY BYRNE, BURN or BURNS. (c) MARY BYRNE, stated to have died at Wellington in 1893. (d) KATE REYNOLDS (nee Byrne), stated to have been at Sydney, New South Wales. (e) JANE BYRNE, stated to have died in Australia, 1913 or 1914.: [977, 640, 1105, 733]
- classified-ad: WANTED, One Pair good Cast Cream Single bed Blankets, child's Bed, good condition.—7861, 'Star.': [424, 752, 551, 774]
- classified-ad: WANTED Known—BEST PRICES RAGS, BOTTLES, FAT, SCRAP METAL, OLD CAR BATTERIES, MOTOR TYRES, Marine Dealer, 339 Cargill road; phone 22-861.: [424, 98, 551, 134]
- classified-ad: ADVERTISEMENTS for insertion in the 'Star' and ALL BUSINESS COMMUNICATIONS should be addressed to the MANAGER.: [9, 47, 136, 76]
- classified-ad: WANTED, Dining Room Suite, Sewing Machine, Vacuum Cleaner; must be fairly modern; private sale.—7834, 'Star.': [424, 722, 551, 751]
- column-5: [557, 28, 695, 1532]
- classified-ad: PERMANENT WAVING. ART BEAUTY SALON, 136 George street (phone 13-460).—Non-electric, Eugene Perm, full head 12s; Shampoo-wave, head-13s, Eldos 15s; Marcels 2s 6d; Rosols 2s.: [286, 589, 413, 625]
- classified-ad: RELIEVING Cook, with hotel experience; preferably one week; good wages.—7863, 'Star.': [286, 421, 413, 443]
- classified-ad: CLOSE Christmas Home Mail—Your Photographs—the personal gift, with a kindly thought—Pattillo Bridal Studio.: [839, 237, 966, 266]
- classified-ad: WANTED, Lawn Mowers Sharpened, Set, Collected, and Delivered; results guaranteed; 5s.—Apply 85 Grove street; phone 17-927.: [286, 692, 413, 721]
- classified-ad: Only Literary Contributions and Letters for publication should be addressed to the Editor.: [9, 76, 136, 98]
- section-heading: MISCELLANEOUS WANTEDS.: [424, 28, 551, 44]
- classified-ad: WANTED, Daily Cleaning Women, for Dunedin Hospital; award wages.: [147, 949, 274, 971]
- classified-ad: WANTED, Six-roomed Cake Shop, with residence preferred; lease or freehold. Apply Brown of the W.I., Lane, Sawyers Bay, cash buyer for suitable property.: [562, 730, 689, 759]
- classified-ad: WANTED Purchase, Power Press and Die to fit electric Engineer's Lathe.—Reply Machinery, Box 510, Christchurch.: [424, 383, 551, 412]
- classified-ad: WANTED To Exchange, House, very modern, 5 rooms, Roslyn; owner requires more bedrooms; full particulars.—7839, 'Star.': [562, 906, 689, 935]
- classified-ad: WANTED, Lawn Mower, Tweeds and Worsteds; latest styles and fashions, moderate charges.—Tailor, 162 King street.: [424, 818, 551, 847]
- classified-ad: WANTED, capable, trustworthy Girl for fruit shop.—No. 7861, 'Star.': [147, 802, 274, 824]
- classified-ad: WANTED To Sell, Oak Bedroom Suite; price £12.—Apply 7837, 'Star.': [562, 517, 689, 539]
